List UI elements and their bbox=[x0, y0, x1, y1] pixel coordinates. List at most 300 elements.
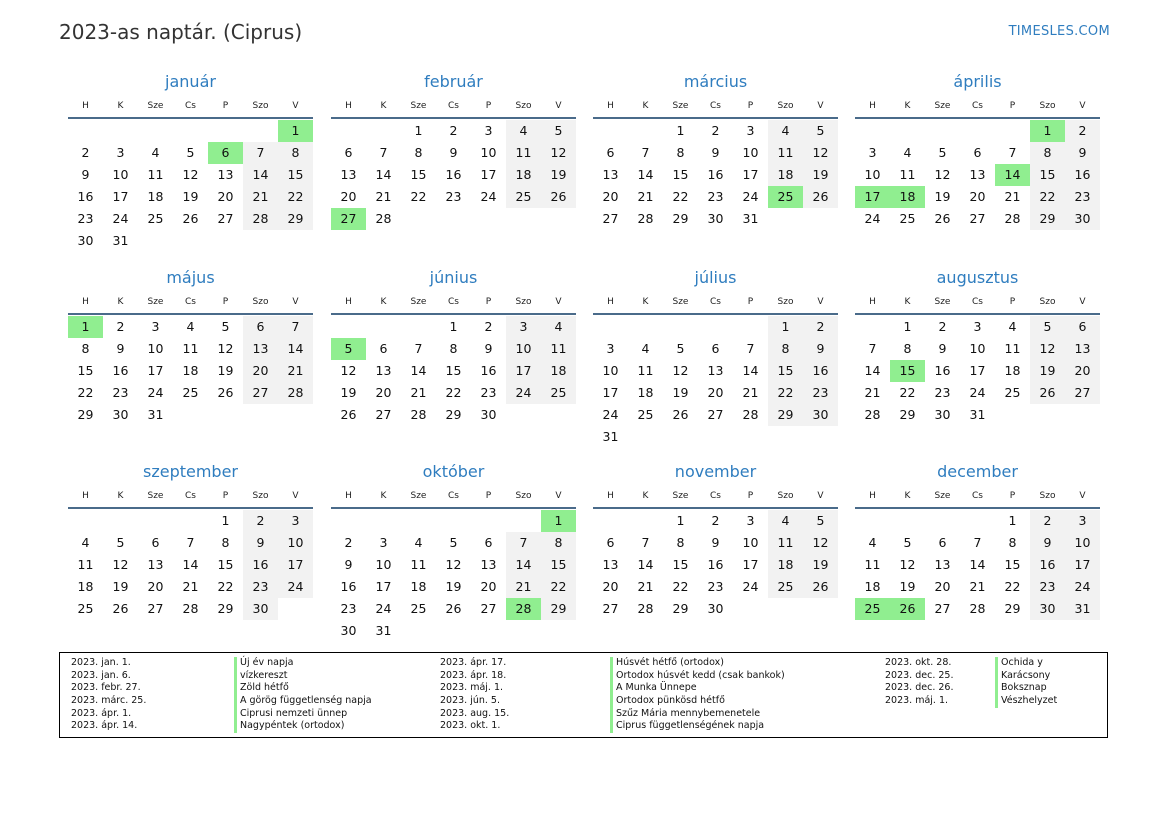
day-cell: 3 bbox=[746, 123, 755, 138]
day-cell: 7 bbox=[414, 341, 423, 356]
day-cell: 2 bbox=[484, 319, 493, 334]
day-cell: 1 bbox=[676, 513, 685, 528]
day-cell: 5 bbox=[803, 120, 838, 142]
holiday-date: 2023. aug. 15. bbox=[440, 707, 510, 719]
day-cell: 26 bbox=[112, 601, 129, 616]
day-cell: 5 bbox=[903, 535, 912, 550]
month-rule bbox=[855, 507, 1100, 509]
day-cell: 29 bbox=[1004, 601, 1021, 616]
holiday-day-cell: 25 bbox=[855, 598, 890, 620]
day-cell: 10 bbox=[602, 363, 619, 378]
day-cell: 13 bbox=[375, 363, 392, 378]
day-cell: 23 bbox=[243, 576, 278, 598]
day-cell: 26 bbox=[934, 211, 951, 226]
day-cell: 6 bbox=[379, 341, 388, 356]
day-cell: 7 bbox=[868, 341, 877, 356]
day-cell: 11 bbox=[77, 557, 94, 572]
weekday-header: Sze bbox=[934, 491, 951, 501]
weekday-header: K bbox=[380, 297, 387, 307]
day-cell: 30 bbox=[1030, 598, 1065, 620]
day-cell: 6 bbox=[1065, 316, 1100, 338]
day-cell: 13 bbox=[147, 557, 164, 572]
month-rule bbox=[68, 507, 313, 509]
day-cell: 2 bbox=[449, 123, 458, 138]
day-cell: 29 bbox=[445, 407, 462, 422]
day-cell: 17 bbox=[147, 363, 164, 378]
weekday-header: K bbox=[904, 101, 911, 111]
holiday-name: Új év napja bbox=[234, 657, 293, 670]
holiday-day-cell: 15 bbox=[890, 360, 925, 382]
day-cell: 24 bbox=[480, 189, 497, 204]
day-cell: 12 bbox=[672, 363, 689, 378]
day-cell: 8 bbox=[221, 535, 230, 550]
day-cell: 24 bbox=[742, 579, 759, 594]
holiday-row bbox=[885, 682, 1169, 695]
weekday-header: P bbox=[485, 101, 492, 111]
day-cell: 25 bbox=[541, 382, 576, 404]
day-cell: 5 bbox=[449, 535, 458, 550]
weekday-header: K bbox=[380, 491, 387, 501]
day-cell: 11 bbox=[637, 363, 654, 378]
weekday-header: H bbox=[607, 297, 614, 307]
day-cell: 2 bbox=[344, 535, 353, 550]
day-cell: 12 bbox=[541, 142, 576, 164]
day-cell: 28 bbox=[637, 601, 654, 616]
holiday-day-cell: 6 bbox=[208, 142, 243, 164]
day-cell: 21 bbox=[506, 576, 541, 598]
day-cell: 25 bbox=[1004, 385, 1021, 400]
day-cell: 26 bbox=[217, 385, 234, 400]
day-cell: 19 bbox=[541, 164, 576, 186]
day-cell: 7 bbox=[186, 535, 195, 550]
day-cell: 21 bbox=[410, 385, 427, 400]
day-cell: 1 bbox=[221, 513, 230, 528]
day-cell: 25 bbox=[410, 601, 427, 616]
holiday-row bbox=[885, 657, 1169, 670]
day-cell: 6 bbox=[606, 535, 615, 550]
month-rule bbox=[331, 507, 576, 509]
weekday-header: H bbox=[345, 491, 352, 501]
holiday-date: 2023. jún. 5. bbox=[440, 695, 501, 707]
day-cell: 29 bbox=[217, 601, 234, 616]
day-cell: 27 bbox=[1065, 382, 1100, 404]
holiday-name: Vészhelyzet bbox=[995, 695, 1057, 708]
weekday-header: Cs bbox=[185, 491, 196, 501]
month-rule bbox=[855, 313, 1100, 315]
day-cell: 9 bbox=[1030, 532, 1065, 554]
day-cell: 18 bbox=[147, 189, 164, 204]
day-cell: 22 bbox=[77, 385, 94, 400]
weekday-header: Cs bbox=[448, 297, 459, 307]
day-cell: 10 bbox=[375, 557, 392, 572]
holiday-day-cell: 17 bbox=[855, 186, 890, 208]
day-cell: 10 bbox=[147, 341, 164, 356]
day-cell: 24 bbox=[602, 407, 619, 422]
holiday-day-cell: 1 bbox=[278, 120, 313, 142]
weekday-header: Cs bbox=[710, 491, 721, 501]
day-cell: 14 bbox=[506, 554, 541, 576]
month-rule bbox=[68, 313, 313, 315]
day-cell: 22 bbox=[672, 579, 689, 594]
holiday-date: 2023. ápr. 17. bbox=[440, 657, 507, 668]
day-cell: 2 bbox=[1065, 120, 1100, 142]
holiday-date: 2023. ápr. 1. bbox=[71, 707, 132, 719]
day-cell: 29 bbox=[1030, 208, 1065, 230]
weekday-header: P bbox=[1009, 101, 1016, 111]
day-cell: 25 bbox=[768, 576, 803, 598]
weekday-header: V bbox=[555, 491, 562, 501]
day-cell: 14 bbox=[742, 363, 759, 378]
day-cell: 22 bbox=[217, 579, 234, 594]
holiday-day-cell: 25 bbox=[768, 186, 803, 208]
weekday-header: P bbox=[1009, 491, 1016, 501]
day-cell: 4 bbox=[151, 145, 160, 160]
day-cell: 21 bbox=[1004, 189, 1021, 204]
day-cell: 18 bbox=[506, 164, 541, 186]
day-cell: 11 bbox=[1004, 341, 1021, 356]
weekday-header: H bbox=[82, 491, 89, 501]
day-cell: 19 bbox=[1030, 360, 1065, 382]
weekday-header: K bbox=[380, 101, 387, 111]
day-cell: 11 bbox=[899, 167, 916, 182]
weekday-header: Sze bbox=[672, 297, 689, 307]
weekday-header: K bbox=[117, 101, 124, 111]
day-cell: 28 bbox=[742, 407, 759, 422]
month-8 bbox=[855, 268, 1100, 453]
day-cell: 20 bbox=[243, 360, 278, 382]
holiday-day-cell: 28 bbox=[506, 598, 541, 620]
holiday-day-cell: 1 bbox=[1030, 120, 1065, 142]
day-cell: 16 bbox=[707, 557, 724, 572]
day-cell: 10 bbox=[112, 167, 129, 182]
day-cell: 7 bbox=[278, 316, 313, 338]
day-cell: 21 bbox=[864, 385, 881, 400]
day-cell: 3 bbox=[116, 145, 125, 160]
day-cell: 28 bbox=[375, 211, 392, 226]
day-cell: 15 bbox=[672, 167, 689, 182]
weekday-header: V bbox=[292, 297, 299, 307]
weekday-header: Szo bbox=[252, 101, 269, 111]
day-cell: 18 bbox=[1004, 363, 1021, 378]
weekday-header: K bbox=[642, 297, 649, 307]
day-cell: 11 bbox=[147, 167, 164, 182]
day-cell: 11 bbox=[768, 532, 803, 554]
weekday-header: Sze bbox=[672, 101, 689, 111]
day-cell: 19 bbox=[182, 189, 199, 204]
day-cell: 17 bbox=[1065, 554, 1100, 576]
day-cell: 8 bbox=[768, 338, 803, 360]
day-cell: 27 bbox=[243, 382, 278, 404]
day-cell: 20 bbox=[1065, 360, 1100, 382]
day-cell: 12 bbox=[217, 341, 234, 356]
day-cell: 20 bbox=[602, 579, 619, 594]
day-cell: 2 bbox=[1030, 510, 1065, 532]
day-cell: 2 bbox=[711, 513, 720, 528]
holiday-name: Ortodox pünkösd hétfő bbox=[610, 695, 725, 708]
holiday-day-cell: 27 bbox=[331, 208, 366, 230]
day-cell: 19 bbox=[934, 189, 951, 204]
day-cell: 3 bbox=[1065, 510, 1100, 532]
month-rule bbox=[331, 117, 576, 119]
weekday-header: P bbox=[747, 297, 754, 307]
day-cell: 3 bbox=[868, 145, 877, 160]
day-cell: 11 bbox=[410, 557, 427, 572]
day-cell: 7 bbox=[379, 145, 388, 160]
weekday-header: Szo bbox=[777, 297, 794, 307]
day-cell: 28 bbox=[637, 211, 654, 226]
day-cell: 25 bbox=[637, 407, 654, 422]
day-cell: 12 bbox=[112, 557, 129, 572]
weekday-header: V bbox=[555, 101, 562, 111]
holiday-name: Ochida y bbox=[995, 657, 1043, 670]
day-cell: 25 bbox=[147, 211, 164, 226]
day-cell: 21 bbox=[182, 579, 199, 594]
weekday-header: H bbox=[82, 297, 89, 307]
day-cell: 16 bbox=[1030, 554, 1065, 576]
day-cell: 24 bbox=[864, 211, 881, 226]
holiday-row bbox=[440, 695, 800, 708]
day-cell: 23 bbox=[1065, 186, 1100, 208]
day-cell: 13 bbox=[602, 167, 619, 182]
weekday-header: Sze bbox=[147, 297, 164, 307]
weekday-header: K bbox=[117, 491, 124, 501]
day-cell: 3 bbox=[379, 535, 388, 550]
day-cell: 25 bbox=[182, 385, 199, 400]
day-cell: 13 bbox=[602, 557, 619, 572]
day-cell: 28 bbox=[864, 407, 881, 422]
day-cell: 4 bbox=[768, 510, 803, 532]
day-cell: 3 bbox=[606, 341, 615, 356]
day-cell: 14 bbox=[243, 164, 278, 186]
holiday-name: Ciprus függetlenségének napja bbox=[610, 720, 764, 733]
day-cell: 29 bbox=[672, 211, 689, 226]
weekday-header: Sze bbox=[410, 491, 427, 501]
day-cell: 1 bbox=[768, 316, 803, 338]
day-cell: 7 bbox=[746, 341, 755, 356]
weekday-header: V bbox=[292, 101, 299, 111]
day-cell: 23 bbox=[445, 189, 462, 204]
day-cell: 1 bbox=[414, 123, 423, 138]
weekday-header: Szo bbox=[515, 491, 532, 501]
day-cell: 19 bbox=[899, 579, 916, 594]
month-name: május bbox=[166, 268, 215, 287]
month-3 bbox=[593, 72, 838, 257]
day-cell: 13 bbox=[969, 167, 986, 182]
holiday-column bbox=[440, 657, 800, 733]
month-rule bbox=[593, 117, 838, 119]
month-name: augusztus bbox=[936, 268, 1019, 287]
day-cell: 2 bbox=[711, 123, 720, 138]
day-cell: 17 bbox=[742, 167, 759, 182]
day-cell: 9 bbox=[938, 341, 947, 356]
holiday-day-cell: 5 bbox=[331, 338, 366, 360]
day-cell: 5 bbox=[1030, 316, 1065, 338]
day-cell: 3 bbox=[151, 319, 160, 334]
weekday-header: Szo bbox=[777, 101, 794, 111]
weekday-header: H bbox=[607, 101, 614, 111]
day-cell: 15 bbox=[672, 557, 689, 572]
day-cell: 27 bbox=[147, 601, 164, 616]
day-cell: 15 bbox=[1004, 557, 1021, 572]
holiday-name: Karácsony bbox=[995, 670, 1050, 683]
holiday-row bbox=[440, 670, 800, 683]
holiday-row bbox=[440, 708, 800, 721]
day-cell: 16 bbox=[112, 363, 129, 378]
day-cell: 7 bbox=[1008, 145, 1017, 160]
day-cell: 22 bbox=[1030, 186, 1065, 208]
day-cell: 31 bbox=[742, 211, 759, 226]
day-cell: 7 bbox=[641, 535, 650, 550]
day-cell: 21 bbox=[637, 189, 654, 204]
day-cell: 23 bbox=[803, 382, 838, 404]
day-cell: 6 bbox=[938, 535, 947, 550]
day-cell: 15 bbox=[217, 557, 234, 572]
day-cell: 6 bbox=[973, 145, 982, 160]
day-cell: 10 bbox=[480, 145, 497, 160]
holiday-date: 2023. febr. 27. bbox=[71, 682, 141, 694]
day-cell: 16 bbox=[340, 579, 357, 594]
day-cell: 27 bbox=[602, 601, 619, 616]
holiday-list bbox=[59, 652, 1108, 738]
day-cell: 19 bbox=[672, 385, 689, 400]
day-cell: 23 bbox=[340, 601, 357, 616]
day-cell: 9 bbox=[711, 145, 720, 160]
day-cell: 4 bbox=[506, 120, 541, 142]
day-cell: 3 bbox=[484, 123, 493, 138]
day-cell: 16 bbox=[445, 167, 462, 182]
day-cell: 9 bbox=[449, 145, 458, 160]
day-cell: 16 bbox=[803, 360, 838, 382]
weekday-header: K bbox=[904, 297, 911, 307]
day-cell: 27 bbox=[375, 407, 392, 422]
holiday-date: 2023. ápr. 18. bbox=[440, 669, 507, 681]
weekday-header: H bbox=[869, 297, 876, 307]
day-cell: 10 bbox=[969, 341, 986, 356]
day-cell: 6 bbox=[484, 535, 493, 550]
day-cell: 12 bbox=[899, 557, 916, 572]
day-cell: 1 bbox=[1008, 513, 1017, 528]
day-cell: 16 bbox=[934, 363, 951, 378]
weekday-header: V bbox=[817, 297, 824, 307]
day-cell: 4 bbox=[641, 341, 650, 356]
day-cell: 9 bbox=[116, 341, 125, 356]
day-cell: 21 bbox=[742, 385, 759, 400]
holiday-date: 2023. máj. 1. bbox=[440, 682, 504, 694]
weekday-header: Sze bbox=[934, 101, 951, 111]
day-cell: 31 bbox=[602, 429, 619, 444]
day-cell: 22 bbox=[410, 189, 427, 204]
day-cell: 15 bbox=[445, 363, 462, 378]
day-cell: 26 bbox=[182, 211, 199, 226]
day-cell: 24 bbox=[375, 601, 392, 616]
holiday-date: 2023. jan. 1. bbox=[71, 657, 131, 668]
day-cell: 18 bbox=[182, 363, 199, 378]
day-cell: 16 bbox=[243, 554, 278, 576]
day-cell: 6 bbox=[344, 145, 353, 160]
day-cell: 12 bbox=[803, 532, 838, 554]
day-cell: 29 bbox=[768, 404, 803, 426]
day-cell: 7 bbox=[243, 142, 278, 164]
day-cell: 26 bbox=[803, 186, 838, 208]
day-cell: 8 bbox=[414, 145, 423, 160]
day-cell: 23 bbox=[707, 189, 724, 204]
weekday-header: P bbox=[747, 491, 754, 501]
day-cell: 21 bbox=[243, 186, 278, 208]
month-rule bbox=[593, 507, 838, 509]
day-cell: 17 bbox=[742, 557, 759, 572]
day-cell: 17 bbox=[375, 579, 392, 594]
day-cell: 15 bbox=[278, 164, 313, 186]
day-cell: 29 bbox=[77, 407, 94, 422]
holiday-name: Szűz Mária mennybemenetele bbox=[610, 708, 760, 721]
day-cell: 20 bbox=[934, 579, 951, 594]
day-cell: 26 bbox=[445, 601, 462, 616]
holiday-name: A görög függetlenség napja bbox=[234, 695, 372, 708]
day-cell: 29 bbox=[672, 601, 689, 616]
weekday-header: K bbox=[117, 297, 124, 307]
day-cell: 28 bbox=[182, 601, 199, 616]
day-cell: 12 bbox=[1030, 338, 1065, 360]
weekday-header: P bbox=[222, 491, 229, 501]
day-cell: 4 bbox=[414, 535, 423, 550]
day-cell: 8 bbox=[1008, 535, 1017, 550]
day-cell: 9 bbox=[1065, 142, 1100, 164]
holiday-date: 2023. okt. 1. bbox=[440, 720, 501, 732]
day-cell: 12 bbox=[182, 167, 199, 182]
day-cell: 11 bbox=[182, 341, 199, 356]
month-name: február bbox=[424, 72, 483, 91]
day-cell: 18 bbox=[541, 360, 576, 382]
day-cell: 27 bbox=[480, 601, 497, 616]
day-cell: 16 bbox=[77, 189, 94, 204]
day-cell: 10 bbox=[506, 338, 541, 360]
holiday-column bbox=[885, 657, 1169, 708]
day-cell: 23 bbox=[112, 385, 129, 400]
month-10 bbox=[331, 462, 576, 647]
day-cell: 27 bbox=[969, 211, 986, 226]
day-cell: 18 bbox=[410, 579, 427, 594]
day-cell: 26 bbox=[541, 186, 576, 208]
month-rule bbox=[331, 313, 576, 315]
weekday-header: P bbox=[1009, 297, 1016, 307]
day-cell: 15 bbox=[77, 363, 94, 378]
day-cell: 24 bbox=[742, 189, 759, 204]
day-cell: 20 bbox=[707, 385, 724, 400]
day-cell: 5 bbox=[676, 341, 685, 356]
day-cell: 9 bbox=[711, 535, 720, 550]
day-cell: 10 bbox=[742, 145, 759, 160]
weekday-header: V bbox=[292, 491, 299, 501]
day-cell: 3 bbox=[506, 316, 541, 338]
day-cell: 21 bbox=[969, 579, 986, 594]
day-cell: 30 bbox=[1065, 208, 1100, 230]
day-cell: 30 bbox=[243, 598, 278, 620]
holiday-name: Boksznap bbox=[995, 682, 1047, 695]
weekday-header: P bbox=[485, 491, 492, 501]
day-cell: 3 bbox=[746, 513, 755, 528]
holiday-date: 2023. dec. 25. bbox=[885, 669, 954, 681]
day-cell: 11 bbox=[768, 142, 803, 164]
day-cell: 17 bbox=[969, 363, 986, 378]
brand-link[interactable]: TIMESLES.COM bbox=[1008, 24, 1110, 39]
day-cell: 22 bbox=[541, 576, 576, 598]
day-cell: 23 bbox=[480, 385, 497, 400]
day-cell: 14 bbox=[969, 557, 986, 572]
day-cell: 2 bbox=[803, 316, 838, 338]
page-title: 2023-as naptár. (Ciprus) bbox=[59, 20, 303, 44]
day-cell: 23 bbox=[77, 211, 94, 226]
weekday-header: Cs bbox=[448, 491, 459, 501]
